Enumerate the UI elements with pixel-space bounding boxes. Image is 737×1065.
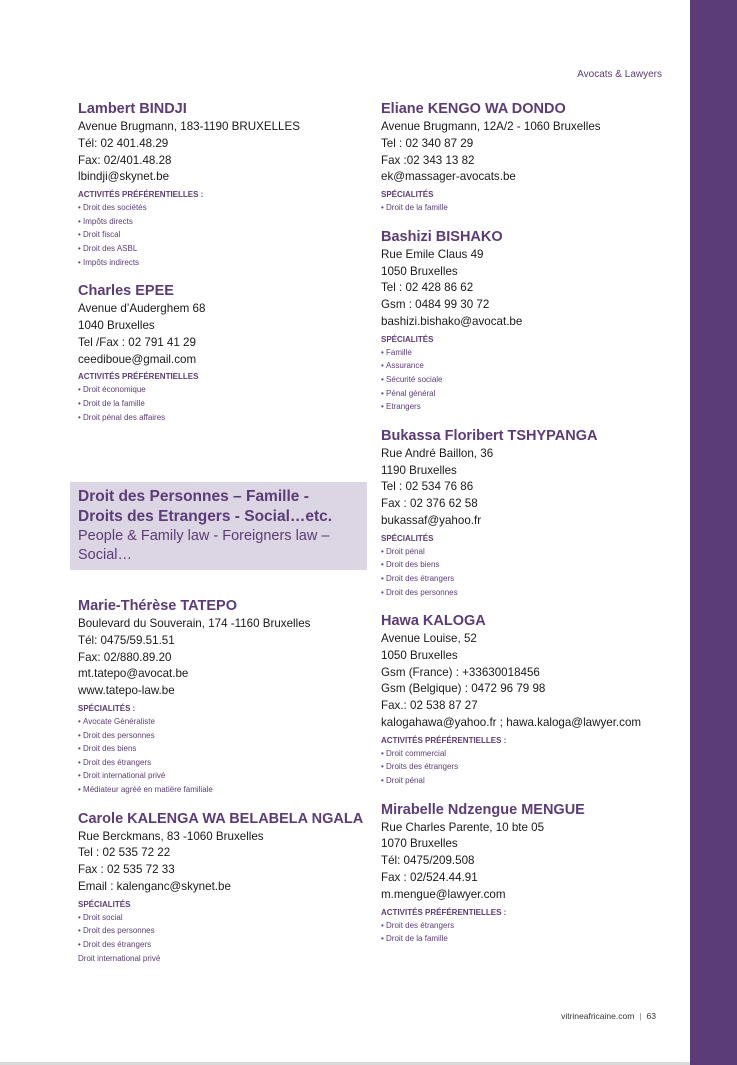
- contact-line: Gsm (France) : +33630018456: [381, 665, 540, 679]
- specialty-item: • Droit pénal: [381, 545, 681, 559]
- contact-line: Tel : 02 340 87 29: [381, 136, 474, 150]
- specialty-item: • Droit social: [78, 911, 363, 925]
- specialty-item: • Droit des sociétés: [78, 201, 363, 215]
- contact-line: Avenue d’Auderghem 68: [78, 302, 206, 316]
- contact-line: Tél: 0475/59.51.51: [78, 633, 175, 647]
- contact-line: 1050 Bruxelles: [381, 264, 458, 278]
- specialties-heading: ACTIVITÉS PRÉFÉRENTIELLES :: [78, 190, 204, 200]
- contact-line: lbindji@skynet.be: [78, 170, 170, 184]
- contact-line: ek@massager-avocats.be: [381, 170, 516, 184]
- specialty-item: • Droit des personnes: [381, 586, 681, 600]
- specialty-item: • Droit fiscal: [78, 228, 363, 242]
- specialties-heading: SPÉCIALITÉS: [381, 533, 434, 543]
- contact-line: Gsm : 0484 99 30 72: [381, 298, 490, 312]
- specialties-heading: ACTIVITÉS PRÉFÉRENTIELLES :: [381, 735, 507, 745]
- footer-separator: |: [639, 1011, 642, 1021]
- contact-line: Tél: 0475/209.508: [381, 854, 475, 868]
- purple-sidebar: [690, 0, 737, 1065]
- specialty-item: • Droit de la famille: [78, 397, 363, 411]
- specialty-item: • Droit de la famille: [381, 932, 681, 946]
- specialty-item: • Droit des étrangers: [78, 756, 363, 770]
- lawyer-name: Lambert BINDJI: [78, 101, 187, 117]
- contact-line: bashizi.bishako@avocat.be: [381, 314, 523, 328]
- contact-line: Tel : 02 428 86 62: [381, 281, 474, 295]
- page-footer: [561, 1011, 656, 1021]
- section-title-line1: Droit des Personnes – Famille -: [78, 488, 309, 505]
- contact-line: mt.tatepo@avocat.be: [78, 667, 189, 681]
- lawyer-name: Eliane KENGO WA DONDO: [381, 101, 566, 117]
- lawyer-name: Hawa KALOGA: [381, 613, 486, 630]
- lawyer-name: Marie-Thérèse TATEPO: [78, 598, 238, 614]
- specialties-heading: SPÉCIALITÉS :: [78, 703, 136, 713]
- specialty-extra: Droit international privé: [78, 953, 161, 963]
- section-heading-box: [70, 482, 367, 570]
- specialty-item: • Droit des étrangers: [381, 572, 681, 586]
- specialty-item: • Droit économique: [78, 383, 363, 397]
- contact-line: Rue Emile Claus 49: [381, 247, 484, 261]
- contact-line: www.tatepo-law.be: [78, 684, 175, 698]
- specialty-item: • Impôts directs: [78, 215, 363, 229]
- lawyer-entry: [381, 427, 681, 599]
- section-title-line2: Droits des Etrangers - Social…etc.: [78, 508, 333, 525]
- specialty-item: • Etrangers: [381, 400, 681, 414]
- contact-line: Fax : 02 535 72 33: [78, 863, 175, 877]
- specialty-item: • Droit des personnes: [78, 729, 363, 743]
- specialty-item: • Droit international privé: [78, 769, 363, 783]
- contact-line: Tel : 02 535 72 22: [78, 846, 171, 860]
- lawyer-entry: [78, 597, 363, 797]
- specialty-item: • Avocate Généraliste: [78, 715, 363, 729]
- specialty-item: • Droits des étrangers: [381, 760, 681, 774]
- specialty-item: • Droit des ASBL: [78, 242, 363, 256]
- lawyer-name: Mirabelle Ndzengue MENGUE: [381, 801, 585, 818]
- header-label: Avocats & Lawyers: [577, 69, 662, 80]
- lawyer-entry: [381, 228, 681, 414]
- lawyer-entry: [381, 801, 681, 946]
- lawyer-entry: [381, 612, 681, 788]
- contact-line: Fax : 02/524.44.91: [381, 871, 478, 885]
- contact-line: 1190 Bruxelles: [381, 463, 457, 477]
- right-column: [381, 100, 681, 959]
- contact-line: Tel : 02 534 76 86: [381, 480, 474, 494]
- lawyer-entry: [381, 100, 681, 215]
- specialty-item: • Droit des biens: [78, 742, 363, 756]
- specialty-item: • Droit pénal des affaires: [78, 411, 363, 425]
- page-number: 63: [646, 1011, 656, 1021]
- lawyer-name: Bukassa Floribert TSHYPANGA: [381, 427, 598, 444]
- specialty-item: • Famille: [381, 346, 681, 360]
- lawyer-entry: [78, 810, 363, 966]
- section-subtitle: People & Family law - Foreigners law – Social…: [78, 528, 330, 563]
- contact-line: Rue Berckmans, 83 -1060 Bruxelles: [78, 829, 264, 843]
- contact-line: Fax : 02 376 62 58: [381, 497, 478, 511]
- contact-line: Fax.: 02 538 87 27: [381, 699, 478, 713]
- specialties-heading: SPÉCIALITÉS: [78, 899, 131, 909]
- specialties-heading: SPÉCIALITÉS: [381, 190, 434, 200]
- contact-line: Tel /Fax : 02 791 41 29: [78, 335, 196, 349]
- contact-line: Fax :02 343 13 82: [381, 153, 475, 167]
- contact-line: m.mengue@lawyer.com: [381, 887, 506, 901]
- footer-site: vitrineafricaine.com: [561, 1011, 635, 1021]
- specialties-heading: ACTIVITÉS PRÉFÉRENTIELLES: [78, 372, 199, 382]
- specialty-item: • Droit des biens: [381, 558, 681, 572]
- contact-line: Rue Charles Parente, 10 bte 05: [381, 820, 545, 834]
- left-column-bottom: [78, 597, 363, 978]
- specialties-heading: SPÉCIALITÉS: [381, 334, 434, 344]
- contact-line: Avenue Brugmann, 12A/2 - 1060 Bruxelles: [381, 120, 601, 133]
- contact-line: 1070 Bruxelles: [381, 837, 458, 851]
- specialty-item: • Impôts indirects: [78, 256, 363, 270]
- specialty-item: • Pénal général: [381, 387, 681, 401]
- contact-line: Tél: 02 401.48.29: [78, 136, 169, 150]
- lawyer-name: Bashizi BISHAKO: [381, 228, 503, 245]
- lawyer-name: Charles EPEE: [78, 283, 174, 300]
- contact-line: 1040 Bruxelles: [78, 318, 155, 332]
- contact-line: Email : kalenganc@skynet.be: [78, 879, 231, 893]
- specialty-item: • Sécurité sociale: [381, 373, 681, 387]
- contact-line: Avenue Brugmann, 183-1190 BRUXELLES: [78, 120, 300, 133]
- lawyer-entry: [78, 100, 363, 269]
- lawyer-name: Carole KALENGA WA BELABELA NGALA: [78, 810, 364, 827]
- contact-line: bukassaf@yahoo.fr: [381, 513, 482, 527]
- contact-line: Rue André Baillon, 36: [381, 446, 494, 460]
- specialty-item: • Droit commercial: [381, 747, 681, 761]
- contact-line: Fax: 02/880.89.20: [78, 650, 172, 664]
- specialties-heading: ACTIVITÉS PRÉFÉRENTIELLES :: [381, 907, 507, 917]
- specialty-item: • Droit des personnes: [78, 924, 363, 938]
- specialty-item: • Droit de la famille: [381, 201, 681, 215]
- contact-line: Avenue Louise, 52: [381, 632, 477, 646]
- contact-line: kalogahawa@yahoo.fr ; hawa.kaloga@lawyer.com: [381, 716, 642, 730]
- contact-line: Gsm (Belgique) : 0472 96 79 98: [381, 682, 546, 696]
- contact-line: Boulevard du Souverain, 174 -1160 Bruxelles: [78, 617, 311, 630]
- lawyer-entry: [78, 282, 363, 424]
- contact-line: ceediboue@gmail.com: [78, 352, 197, 366]
- contact-line: Fax: 02/401.48.28: [78, 153, 172, 167]
- specialty-item: • Droit des étrangers: [381, 919, 681, 933]
- left-column-top: [78, 100, 363, 437]
- specialty-item: • Droit des étrangers: [78, 938, 363, 952]
- contact-line: 1050 Bruxelles: [381, 648, 458, 662]
- specialty-item: • Droit pénal: [381, 774, 681, 788]
- specialty-item: • Médiateur agréé en matière familiale: [78, 783, 363, 797]
- specialty-item: • Assurance: [381, 359, 681, 373]
